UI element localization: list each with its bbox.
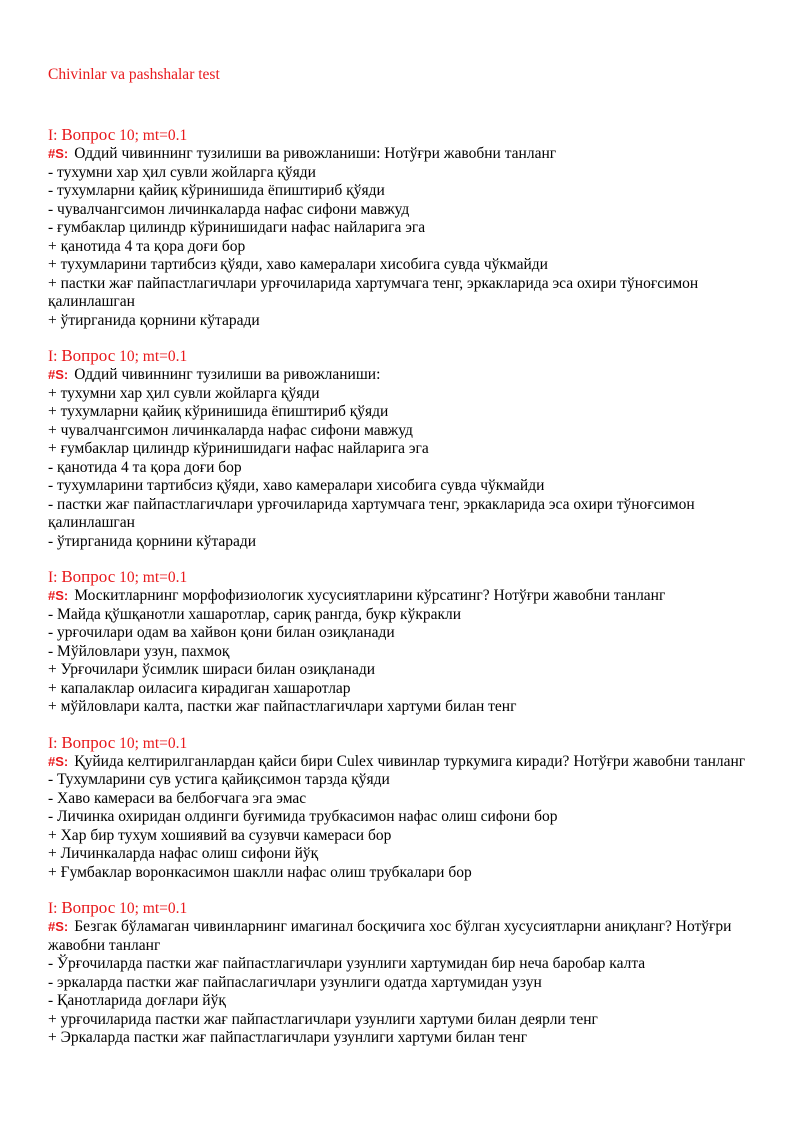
answer-option: + чувалчангсимон личинкаларда нафас сифони мавжуд — [48, 421, 413, 439]
question-header-word: Вопрос — [61, 732, 116, 752]
question-text: Москитларнинг морфофизиологик хусусиятларини кўрсатинг? Нотўғри жавобни танланг — [74, 587, 666, 604]
question-block — [48, 733, 768, 883]
question-block — [48, 125, 768, 330]
answer-option: + мўйловлари калта, пастки жағ пайпастлагичлари хартуми билан тенг — [48, 698, 517, 715]
question-header-word: Вопрос — [61, 567, 116, 586]
question-list — [48, 125, 768, 1048]
question-tag: #S: — [48, 753, 69, 769]
question-header — [48, 567, 768, 587]
answer-option: - ўтирганида қорнини кўтаради — [48, 532, 257, 550]
question-text: Қуйида келтирилганлардан қайси бири Culex чивинлар туркумига киради? Нотўғри жавобни танланг — [74, 752, 746, 770]
question-header — [48, 346, 768, 366]
answer-option: + ғумбаклар цилиндр кўринишидаги нафас найларига эга — [48, 440, 429, 457]
question-text: Безгак бўламаган чивинларнинг имагинал босқичига хос бўлган хусусиятларни аниқланг? Нотўғри жавобни танланг — [48, 918, 732, 954]
answer-option: + тухумларни қайиқ кўринишида ёпиштириб қўяди — [48, 403, 389, 420]
answer-option: + Урғочилари ўсимлик шираси билан озиқланади — [48, 661, 376, 678]
answer-option: + Личинкаларда нафас олиш сифони йўқ — [48, 845, 319, 862]
question-tag: #S: — [48, 588, 69, 603]
question-block — [48, 567, 768, 717]
question-header-prefix: I: — [48, 127, 62, 144]
question-stem — [48, 587, 768, 606]
answer-option: + Ғумбаклар воронкасимон шаклли нафас олиш трубкалари бор — [48, 863, 472, 881]
question-text: Оддий чивиннинг тузилиши ва ривожланиши: Нотўғри жавобни танланг — [74, 145, 557, 162]
question-header — [48, 733, 768, 753]
answer-option: - чувалчангсимон личинкаларда нафас сифони мавжуд — [48, 200, 410, 218]
answer-option: - Тухумларини сув устига қайиқсимон тарзда қўяди — [48, 771, 390, 788]
question-tag: #S: — [48, 146, 69, 161]
answer-option: - тухумни хар ҳил сувли жойларга қўяди — [48, 163, 316, 181]
question-stem — [48, 145, 768, 164]
answer-option: - қанотида 4 та қора доғи бор — [48, 458, 242, 476]
answer-option: - Ўрғочиларда пастки жағ пайпастлагичлари узунлиги хартумидан бир неча баробар калта — [48, 955, 646, 972]
answer-option: + тухумни хар ҳил сувли жойларга қўяди — [48, 384, 320, 402]
question-stem — [48, 918, 768, 955]
question-tag: #S: — [48, 919, 69, 934]
question-text: Оддий чивиннинг тузилиши ва ривожланиши: — [74, 366, 381, 383]
question-block — [48, 346, 768, 551]
question-block — [48, 898, 768, 1048]
question-header-prefix: I: — [48, 569, 62, 586]
question-header-prefix: I: — [48, 900, 62, 917]
answer-option: - тухумларини тартибсиз қўяди, хаво камералари хисобига сувда чўкмайди — [48, 477, 545, 494]
question-header-suffix: 10; mt=0.1 — [115, 348, 188, 365]
answer-option: - тухумларни қайиқ кўринишида ёпиштириб қўяди — [48, 182, 385, 199]
answer-option: + пастки жағ пайпастлагичлари урғочиларида хартумчага тенг, эркакларида эса охири тўноғсимон қалинлашган — [48, 274, 699, 310]
answer-option: + тухумларини тартибсиз қўяди, хаво камералари хисобига сувда чўкмайди — [48, 256, 548, 273]
answer-option: - Майда қўшқанотли хашаротлар, сариқ рангда, букр кўкракли — [48, 605, 462, 623]
answer-option: + қанотида 4 та қора доғи бор — [48, 237, 246, 255]
question-tag: #S: — [48, 367, 69, 382]
question-header-prefix: I: — [48, 734, 62, 752]
answer-option: + капалаклар оиласига кирадиган хашаротлар — [48, 679, 351, 697]
question-stem — [48, 366, 768, 385]
answer-option: - Қанотларида доғлари йўқ — [48, 992, 226, 1009]
question-header-word: Вопрос — [61, 125, 116, 144]
answer-option: - Личинка охиридан олдинги буғимида трубкасимон нафас олиш сифони бор — [48, 808, 558, 825]
question-header-suffix: 10; mt=0.1 — [115, 569, 188, 586]
question-header-suffix: 10; mt=0.1 — [115, 127, 188, 144]
question-header-suffix: 10; mt=0.1 — [115, 734, 188, 752]
document-title: Chivinlar va pashshalar test — [48, 66, 220, 83]
answer-option: + Хар бир тухум хошиявий ва сузувчи камераси бор — [48, 826, 392, 844]
answer-option: - пастки жағ пайпастлагичлари урғочиларида хартумчага тенг, эркакларида эса охири тўноғсимон қалинлашган — [48, 495, 695, 531]
question-header-word: Вопрос — [61, 898, 116, 917]
answer-option: - ғумбаклар цилиндр кўринишидаги нафас найларига эга — [48, 219, 426, 236]
question-header — [48, 125, 768, 145]
question-header — [48, 898, 768, 918]
answer-option: - эркаларда пастки жағ пайпаслагичлари узунлиги одатда хартумидан узун — [48, 973, 542, 991]
answer-option: + ўтирганида қорнини кўтаради — [48, 311, 260, 329]
question-stem — [48, 753, 768, 772]
document-page — [48, 64, 768, 1064]
question-header-suffix: 10; mt=0.1 — [115, 900, 188, 917]
answer-option: - Мўйловлари узун, пахмоқ — [48, 642, 230, 660]
answer-option: - урғочилари одам ва хайвон қони билан озиқланади — [48, 624, 395, 641]
question-header-word: Вопрос — [61, 346, 116, 365]
answer-option: + урғочиларида пастки жағ пайпастлагичлари узунлиги хартуми билан деярли тенг — [48, 1010, 598, 1028]
answer-option: - Хаво камераси ва белбоғчага эга эмас — [48, 789, 307, 807]
answer-option: + Эркаларда пастки жағ пайпастлагичлари узунлиги хартуми билан тенг — [48, 1029, 528, 1046]
question-header-prefix: I: — [48, 348, 62, 365]
